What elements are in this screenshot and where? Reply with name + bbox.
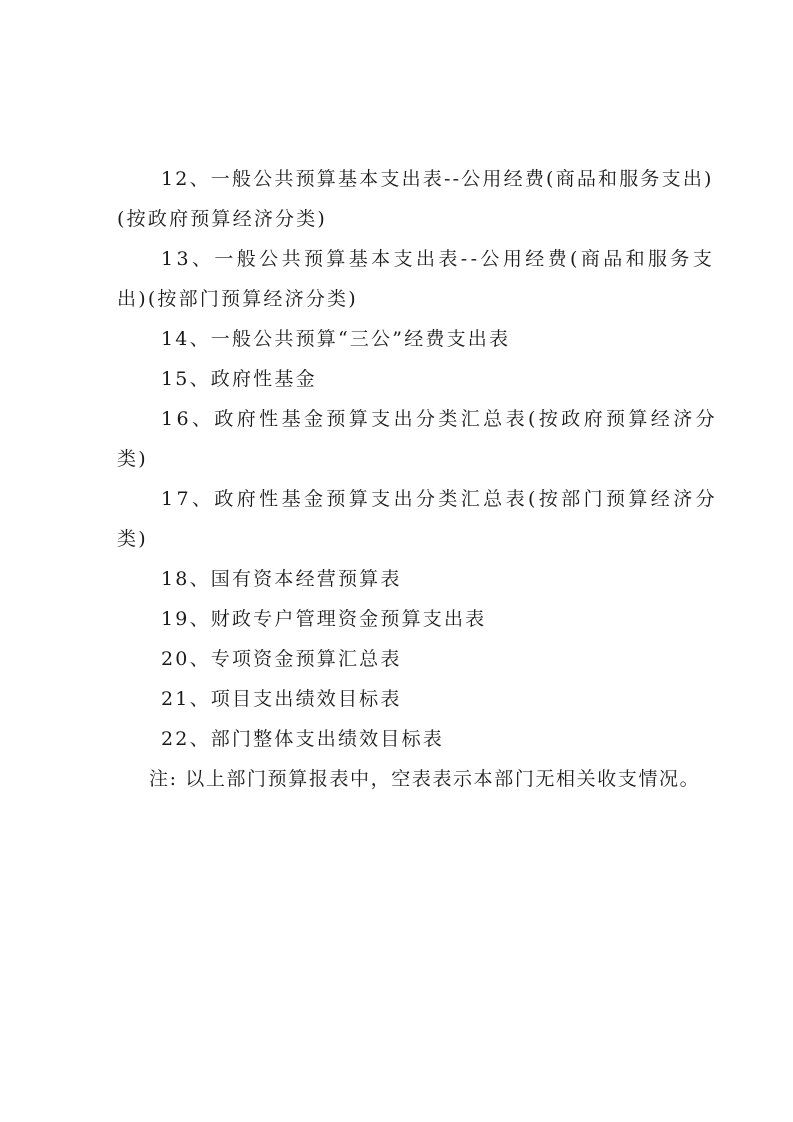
list-item-16-line-1: 16、政府性基金预算支出分类汇总表(按政府预算经济分	[161, 408, 718, 430]
list-item-17-line-2: 类)	[117, 528, 148, 550]
list-item-12-line-2: (按政府预算经济分类)	[117, 208, 328, 230]
list-item-20: 20、专项资金预算汇总表	[161, 648, 402, 670]
list-item-16-line-2: 类)	[117, 448, 148, 470]
list-item-21: 21、项目支出绩效目标表	[161, 688, 402, 710]
list-item-15: 15、政府性基金	[161, 368, 317, 390]
list-item-13-line-1: 13、一般公共预算基本支出表--公用经费(商品和服务支	[161, 248, 716, 270]
list-item-13-line-2: 出)(按部门预算经济分类)	[117, 288, 358, 310]
list-item-12-line-1: 12、一般公共预算基本支出表--公用经费(商品和服务支出)	[161, 168, 714, 190]
footnote: 注: 以上部门预算报表中，空表表示本部门无相关收支情况。	[149, 768, 701, 790]
list-item-22: 22、部门整体支出绩效目标表	[161, 728, 444, 750]
list-item-17-line-1: 17、政府性基金预算支出分类汇总表(按部门预算经济分	[161, 488, 718, 510]
list-item-19: 19、财政专户管理资金预算支出表	[161, 608, 487, 630]
list-item-14: 14、一般公共预算“三公”经费支出表	[161, 328, 511, 350]
list-item-18: 18、国有资本经营预算表	[161, 568, 402, 590]
